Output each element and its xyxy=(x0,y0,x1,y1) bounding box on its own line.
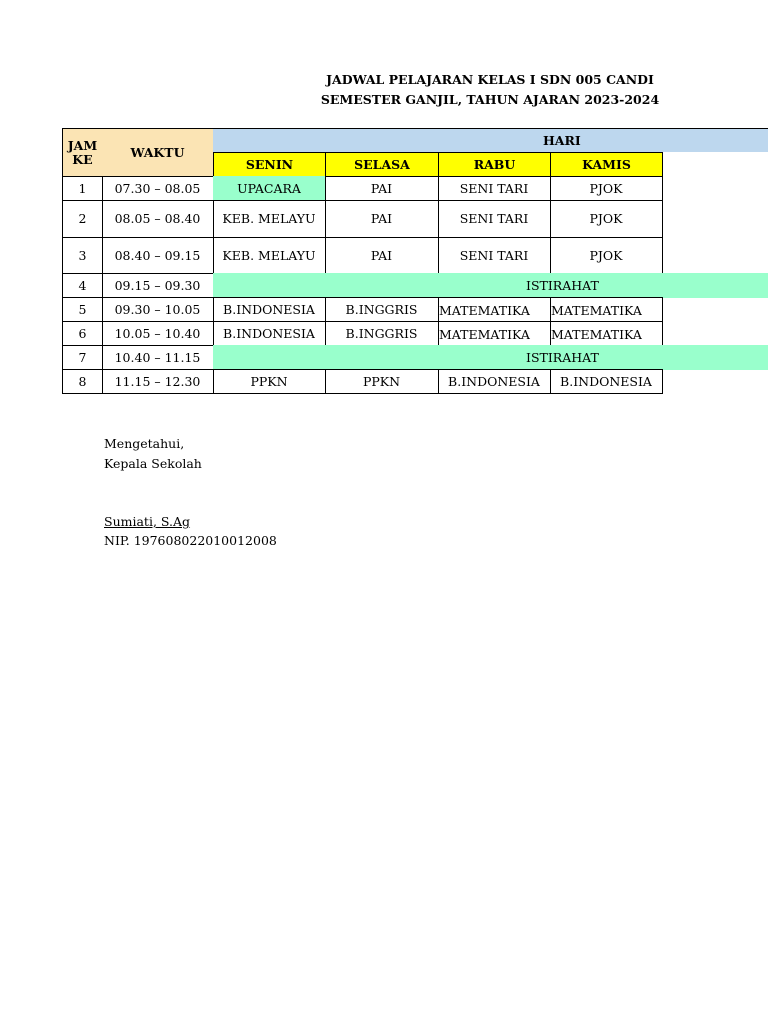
row-5-waktu: 09.30 – 10.05 xyxy=(102,297,214,322)
row-8-rabu: B.INDONESIA xyxy=(438,369,551,394)
document-title-line1: JADWAL PELAJARAN KELAS I SDN 005 CANDI xyxy=(326,72,654,87)
header-jam-ke: JAM KE xyxy=(62,128,103,177)
header-day-kamis: KAMIS xyxy=(550,152,663,177)
row-8-senin: PPKN xyxy=(213,369,326,394)
row-8-waktu: 11.15 – 12.30 xyxy=(102,369,214,394)
row-3-rabu: SENI TARI xyxy=(438,237,551,274)
row-1-kamis: PJOK xyxy=(550,176,663,201)
header-day-selasa: SELASA xyxy=(325,152,439,177)
row-2-kamis: PJOK xyxy=(550,200,663,238)
row-2-jam: 2 xyxy=(62,200,103,238)
row-7-jam: 7 xyxy=(62,345,103,370)
row-2-waktu: 08.05 – 08.40 xyxy=(102,200,214,238)
signature-position: Kepala Sekolah xyxy=(104,456,202,471)
signature-acknowledge: Mengetahui, xyxy=(104,436,185,451)
row-1-selasa: PAI xyxy=(325,176,439,201)
row-6-senin: B.INDONESIA xyxy=(213,321,326,346)
row-6-jam: 6 xyxy=(62,321,103,346)
row-5-kamis: MATEMATIKA xyxy=(550,297,663,322)
row-7-break-edge xyxy=(662,345,663,370)
row-2-selasa: PAI xyxy=(325,200,439,238)
header-day-rabu: RABU xyxy=(438,152,551,177)
row-6-waktu: 10.05 – 10.40 xyxy=(102,321,214,346)
row-6-selasa: B.INGGRIS xyxy=(325,321,439,346)
row-4-break: ISTIRAHAT xyxy=(213,273,768,298)
row-2-senin: KEB. MELAYU xyxy=(213,200,326,238)
row-7-break: ISTIRAHAT xyxy=(213,345,768,370)
signature-nip: NIP. 197608022010012008 xyxy=(104,533,277,548)
row-2-rabu: SENI TARI xyxy=(438,200,551,238)
row-5-senin: B.INDONESIA xyxy=(213,297,326,322)
row-8-jam: 8 xyxy=(62,369,103,394)
row-4-jam: 4 xyxy=(62,273,103,298)
row-4-break-edge xyxy=(662,273,663,298)
row-8-selasa: PPKN xyxy=(325,369,439,394)
header-day-senin: SENIN xyxy=(213,152,326,177)
header-hari: HARI xyxy=(213,128,768,152)
row-5-rabu: MATEMATIKA xyxy=(438,297,551,322)
row-1-rabu: SENI TARI xyxy=(438,176,551,201)
row-5-selasa: B.INGGRIS xyxy=(325,297,439,322)
row-1-waktu: 07.30 – 08.05 xyxy=(102,176,214,201)
row-8-kamis: B.INDONESIA xyxy=(550,369,663,394)
row-6-kamis: MATEMATIKA xyxy=(550,321,663,346)
row-1-jam: 1 xyxy=(62,176,103,201)
row-6-rabu: MATEMATIKA xyxy=(438,321,551,346)
row-1-senin: UPACARA xyxy=(213,176,326,201)
row-3-kamis: PJOK xyxy=(550,237,663,274)
row-3-selasa: PAI xyxy=(325,237,439,274)
row-4-waktu: 09.15 – 09.30 xyxy=(102,273,214,298)
header-waktu: WAKTU xyxy=(102,128,214,177)
row-5-jam: 5 xyxy=(62,297,103,322)
row-3-jam: 3 xyxy=(62,237,103,274)
signature-name: Sumiati, S.Ag xyxy=(104,514,191,529)
row-7-waktu: 10.40 – 11.15 xyxy=(102,345,214,370)
row-3-senin: KEB. MELAYU xyxy=(213,237,326,274)
document-title-line2: SEMESTER GANJIL, TAHUN AJARAN 2023-2024 xyxy=(320,92,660,107)
row-3-waktu: 08.40 – 09.15 xyxy=(102,237,214,274)
